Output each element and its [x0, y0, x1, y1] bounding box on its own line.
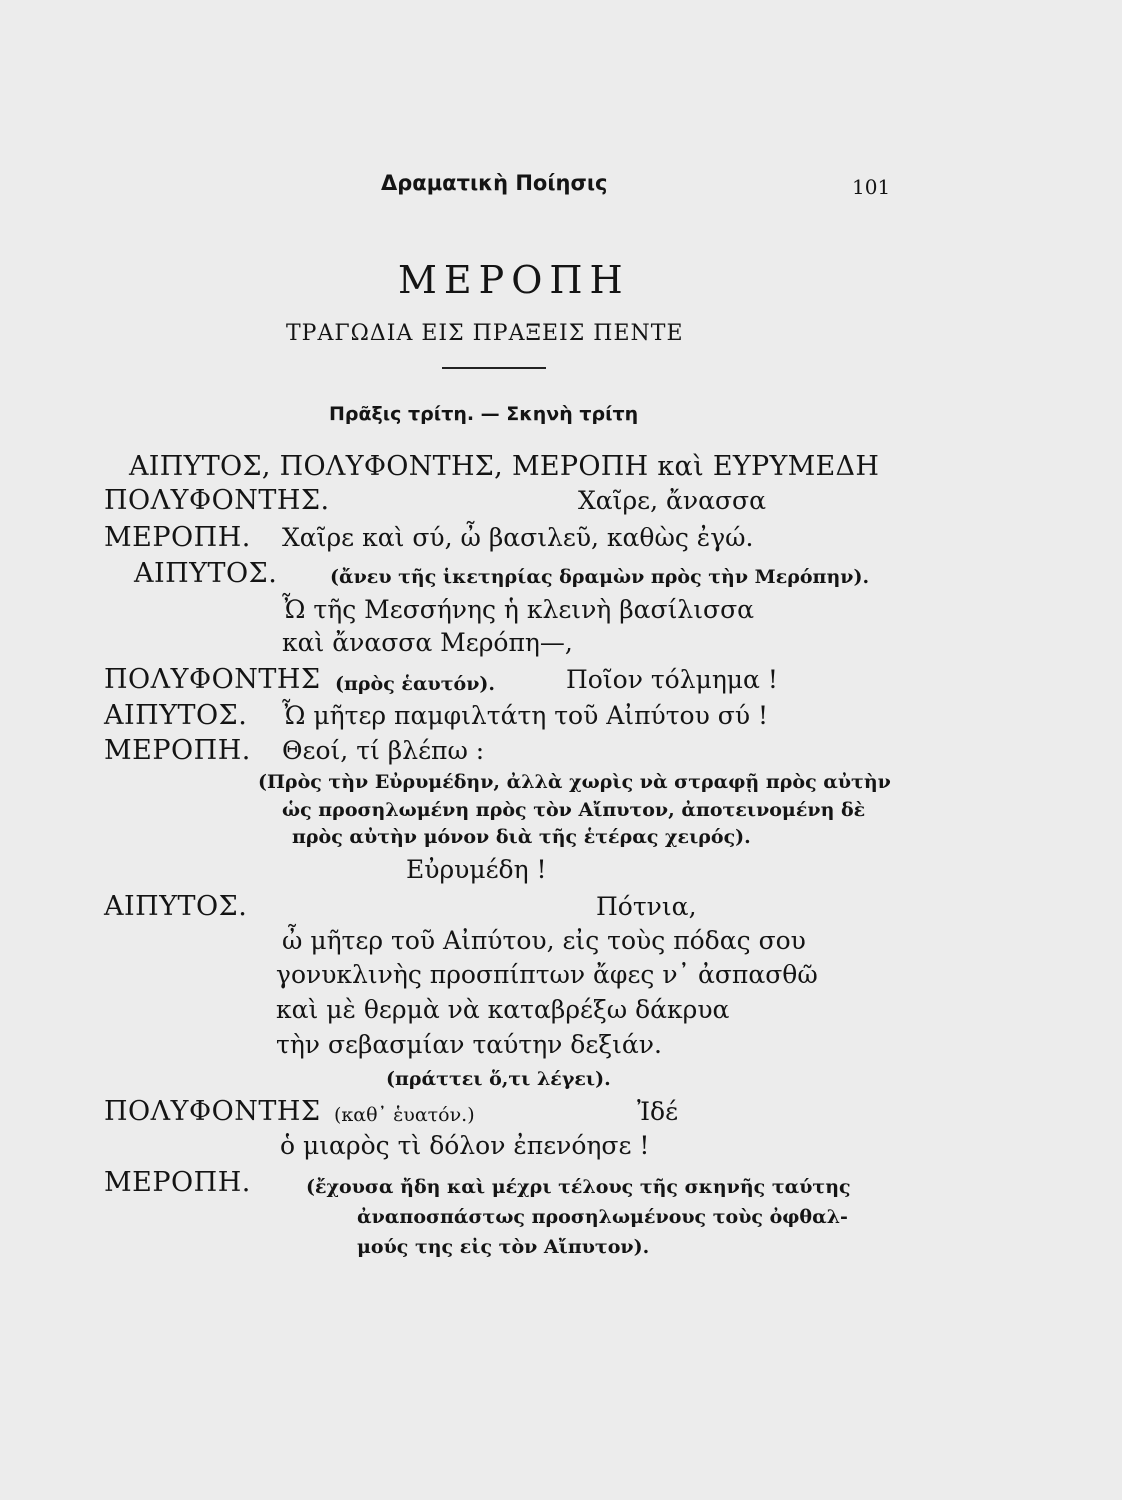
verse-line: Χαῖρε, ἄνασσα: [578, 486, 767, 515]
stage-direction: μούς της εἰς τὸν Αἴπυτον).: [357, 1236, 650, 1258]
stage-direction: (πρὸς ἑαυτόν).: [335, 673, 495, 695]
verse-line: Θεοί, τί βλέπω :: [282, 736, 485, 765]
verse-line: καὶ μὲ θερμὰ νὰ καταβρέξω δάκρυα: [276, 995, 730, 1024]
speaker-label: ΠΟΛΥΦΟΝΤΗΣ.: [104, 485, 330, 516]
verse-line: ὁ μιαρὸς τὶ δόλον ἐπενόησε !: [280, 1131, 650, 1160]
speaker-label: ΜΕΡΟΠΗ.: [104, 735, 251, 766]
stage-direction: (Πρὸς τὴν Εὐρυμέδην, ἀλλὰ χωρὶς νὰ στραφῇ πρὸς αὐτὴν: [258, 771, 891, 793]
stage-direction: (καθ᾿ ἑυατόν.): [334, 1104, 475, 1126]
stage-direction: (ἄνευ τῆς ἱκετηρίας δραμὼν πρὸς τὴν Μερόπην).: [330, 566, 870, 588]
stage-direction: (πράττει ὅ,τι λέγει).: [386, 1068, 611, 1090]
stage-direction: πρὸς αὐτὴν μόνον διὰ τῆς ἑτέρας χειρός).: [292, 826, 751, 848]
speaker-label: ΑΙΠΥΤΟΣ.: [104, 891, 248, 922]
verse-line: Πότνια,: [596, 892, 697, 921]
speaker-label: ΠΟΛΥΦΟΝΤΗΣ: [104, 664, 321, 695]
verse-line: γονυκλινὴς προσπίπτων ἄφες ν᾿ ἀσπασθῶ: [276, 960, 818, 989]
verse-line: τὴν σεβασμίαν ταύτην δεξιάν.: [276, 1030, 662, 1059]
verse-line: Ποῖον τόλμημα !: [566, 665, 778, 694]
play-subtitle: ΤΡΑΓΩΔΙΑ ΕΙΣ ΠΡΑΞΕΙΣ ΠΕΝΤΕ: [286, 321, 684, 346]
page-number: 101: [852, 175, 891, 199]
speaker-label: ΑΙΠΥΤΟΣ.: [104, 700, 248, 731]
verse-line: Ὦ μῆτερ παμφιλτάτη τοῦ Αἰπύτου σύ !: [282, 701, 769, 730]
verse-line: καὶ ἄνασσα Μερόπη—,: [282, 628, 573, 657]
speaker-label: ΠΟΛΥΦΟΝΤΗΣ: [104, 1096, 321, 1127]
speaker-label: ΑΙΠΥΤΟΣ.: [134, 558, 278, 589]
stage-direction: ὡς προσηλωμένη πρὸς τὸν Αἴπυτον, ἀποτεινομένη δὲ: [282, 799, 866, 821]
verse-line: Χαῖρε καὶ σύ, ὦ βασιλεῦ, καθὼς ἐγώ.: [282, 523, 754, 552]
act-scene-heading: Πρᾶξις τρίτη. — Σκηνὴ τρίτη: [329, 403, 639, 425]
cast-list: ΑΙΠΥΤΟΣ, ΠΟΛΥΦΟΝΤΗΣ, ΜΕΡΟΠΗ καὶ ΕΥΡΥΜΕΔΗ: [129, 451, 880, 482]
speaker-label: ΜΕΡΟΠΗ.: [104, 1167, 251, 1198]
stage-direction: (ἔχουσα ἤδη καὶ μέχρι τέλους τῆς σκηνῆς ταύτης: [306, 1176, 851, 1198]
play-title: ΜΕΡΟΠΗ: [398, 258, 630, 302]
verse-line: Ἰδέ: [637, 1097, 679, 1126]
speaker-label: ΜΕΡΟΠΗ.: [104, 522, 251, 553]
verse-line: Ὦ τῆς Μεσσήνης ἡ κλεινὴ βασίλισσα: [282, 595, 755, 624]
title-divider: [442, 367, 546, 369]
running-title: Δραματικὴ Ποίησις: [381, 171, 608, 195]
verse-line: Εὐρυμέδη !: [406, 855, 547, 884]
verse-line: ὦ μῆτερ τοῦ Αἰπύτου, εἰς τοὺς πόδας σου: [282, 926, 806, 955]
stage-direction: ἀναποσπάστως προσηλωμένους τοὺς ὀφθαλ-: [357, 1206, 848, 1228]
